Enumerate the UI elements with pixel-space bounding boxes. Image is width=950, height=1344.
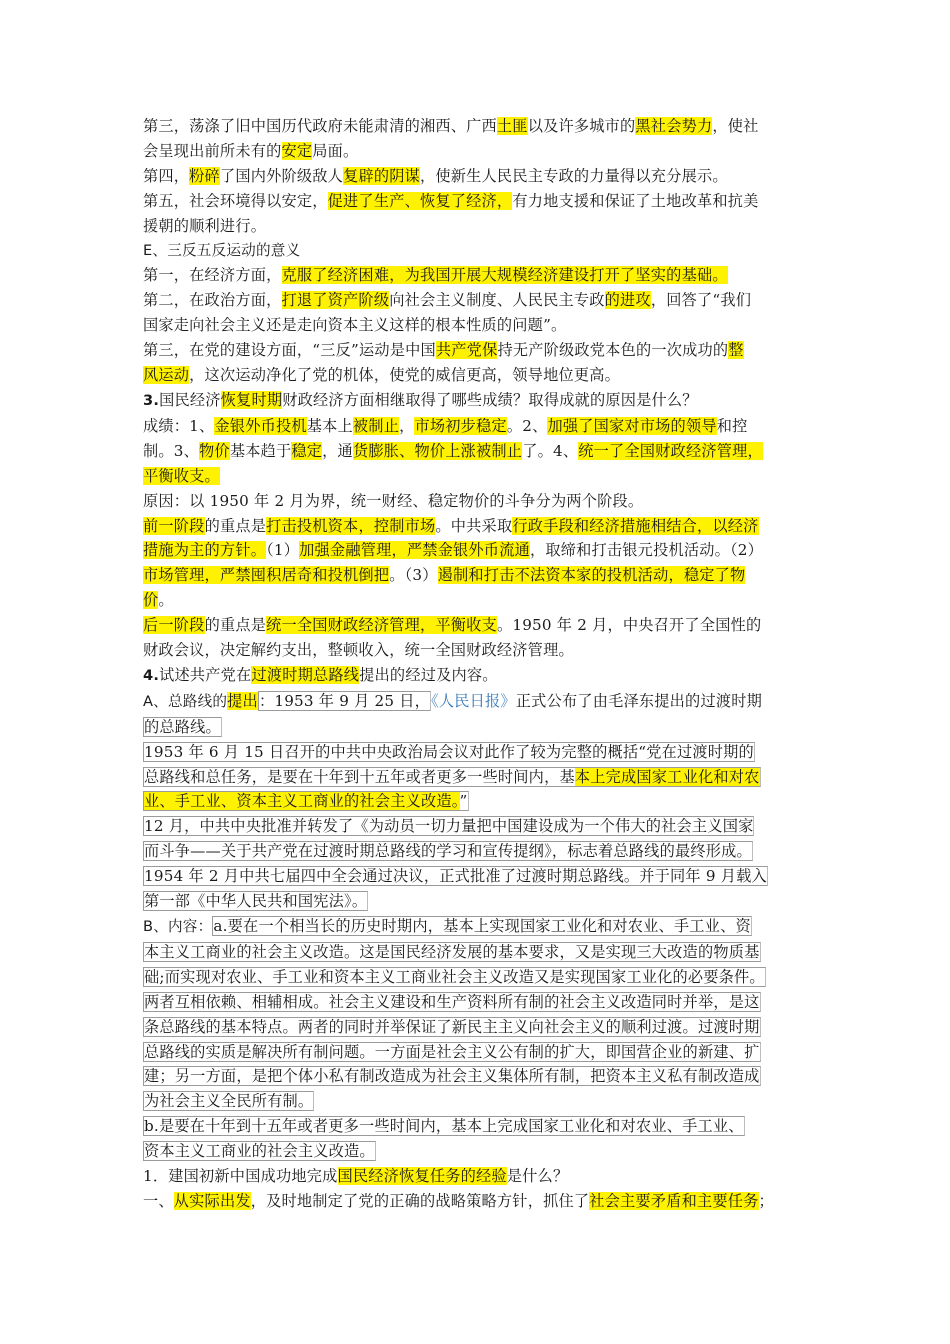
line-24: 的总路线。 — [144, 717, 221, 736]
line-25: 1953 年 6 月 15 日召开的中共中央政治局会议对此作了较为完整的概括“党在过渡时期的 — [144, 742, 754, 761]
line-2: 第四，粉碎了国内外阶级敌人复辟的阴谋，使新生人民民主专政的力量得以充分展示。 — [143, 166, 728, 185]
line-40: b.是要在十年到十五年或者更多一些时间内，基本上完成国家工业化和对农业、手工业、 — [144, 1117, 744, 1136]
line-6: 第一，在经济方面，克服了经济困难，为我国开展大规模经济建设打开了坚实的基础。 — [143, 266, 728, 285]
line-32: B、内容：a.要在一个相当长的历史时期内，基本上实现国家工业化和对农业、手工业、资 — [143, 917, 751, 935]
line-8: 国家走向社会主义还是走向资本主义这样的根本性质的问题”。 — [143, 316, 567, 335]
question-3: 3.国民经济恢复时期财政经济方面相继取得了哪些成绩？取得成就的原因是什么？ — [143, 390, 698, 409]
line-0: 第三，荡涤了旧中国历代政府未能肃清的湘西、广西土匪以及许多城市的黑社会势力，使社 — [143, 117, 759, 135]
line-34: 础;而实现对农业、手工业和资本主义工商业社会主义改造又是实现国家工业化的必要条件。 — [144, 967, 765, 986]
line-36: 条总路线的基本特点。两者的同时并举保证了新民主主义向社会主义的顺利过渡。过渡时期 — [144, 1017, 760, 1036]
line-14: 平衡收支。 — [143, 466, 220, 485]
line-16: 前一阶段的重点是打击投机资本，控制市场。中共采取行政手段和经济措施相结合，以经济 — [143, 516, 759, 535]
line-27: 业、手工业、资本主义工商业的社会主义改造。” — [144, 792, 468, 811]
line-19: 价。 — [143, 591, 174, 610]
question-4: 4.试述共产党在过渡时期总路线提出的经过及内容。 — [143, 665, 498, 684]
line-21: 财政会议，决定解约支出，整顿收入，统一全国财政经济管理。 — [143, 641, 574, 660]
document-page — [143, 114, 809, 1214]
line-3: 第五，社会环境得以安定，促进了生产、恢复了经济，有力地支援和保证了土地改革和抗美 — [143, 191, 759, 210]
line-23: A、总路线的提出：1953 年 9 月 25 日，《人民日报》正式公布了由毛泽东提出的过渡时期 — [143, 691, 762, 710]
experience-question: 1．建国初新中国成功地完成国民经济恢复任务的经验是什么？ — [143, 1167, 569, 1186]
line-18: 市场管理，严禁囤积居奇和投机倒把。（3）遏制和打击不法资本家的投机活动，稳定了物 — [143, 566, 746, 585]
line-35: 两者互相依赖、相辅相成。社会主义建设和生产资料所有制的社会主义改造同时并举，是这 — [144, 992, 760, 1011]
line-17: 措施为主的方针。（1）加强金融管理，严禁金银外币流通，取缔和打击银元投机活动。（2） — [143, 541, 764, 560]
line-7: 第二，在政治方面，打退了资产阶级向社会主义制度、人民民主专政的进攻，回答了“我们 — [143, 291, 752, 310]
line-37: 总路线的实质是解决所有制问题。一方面是社会主义公有制的扩大，即国营企业的新建、扩 — [144, 1042, 760, 1061]
line-38: 建；另一方面，是把个体小私有制改造成为社会主义集体所有制，把资本主义私有制改造成 — [144, 1067, 760, 1086]
line-41: 资本主义工商业的社会主义改造。 — [144, 1142, 375, 1161]
line-9: 第三，在党的建设方面，“三反”运动是中国共产党保持无产阶级政党本色的一次成功的整 — [143, 341, 744, 360]
line-30: 1954 年 2 月中共七届四中全会通过决议，正式批准了过渡时期总路线。并于同年 9 月载入 — [144, 867, 767, 886]
line-4: 援朝的顺利进行。 — [143, 216, 267, 235]
line-10: 风运动，这次运动净化了党的机体，使党的威信更高，领导地位更高。 — [143, 366, 621, 385]
line-43: 一、从实际出发，及时地制定了党的正确的战略策略方针，抓住了社会主要矛盾和主要任务； — [143, 1191, 774, 1210]
line-29: 而斗争——关于共产党在过渡时期总路线的学习和宣传提纲》，标志着总路线的最终形成。 — [144, 842, 752, 861]
line-1: 会呈现出前所未有的安定局面。 — [143, 141, 359, 160]
line-13: 制。3、物价基本趋于稳定，通货膨胀、物价上涨被制止了。4、统一了全国财政经济管理， — [143, 441, 763, 460]
line-31: 第一部《中华人民共和国宪法》。 — [144, 892, 368, 911]
line-39: 为社会主义全民所有制。 — [144, 1092, 314, 1111]
line-33: 本主义工商业的社会主义改造。这是国民经济发展的基本要求，又是实现三大改造的物质基 — [144, 942, 760, 961]
line-20: 后一阶段的重点是统一全国财政经济管理，平衡收支。1950 年 2 月，中央召开了全国性的 — [143, 616, 762, 635]
section-e-heading: E、三反五反运动的意义 — [143, 241, 301, 259]
line-15: 原因：以 1950 年 2 月为界，统一财经、稳定物价的斗争分为两个阶段。 — [143, 491, 644, 510]
line-12: 成绩：1、金银外币投机基本上被制止，市场初步稳定。2、加强了国家对市场的领导和控 — [143, 416, 748, 435]
line-28: 12 月，中共中央批准并转发了《为动员一切力量把中国建设成为一个伟大的社会主义国家 — [144, 817, 754, 836]
line-26: 总路线和总任务，是要在十年到十五年或者更多一些时间内，基本上完成国家工业化和对农 — [144, 767, 760, 786]
